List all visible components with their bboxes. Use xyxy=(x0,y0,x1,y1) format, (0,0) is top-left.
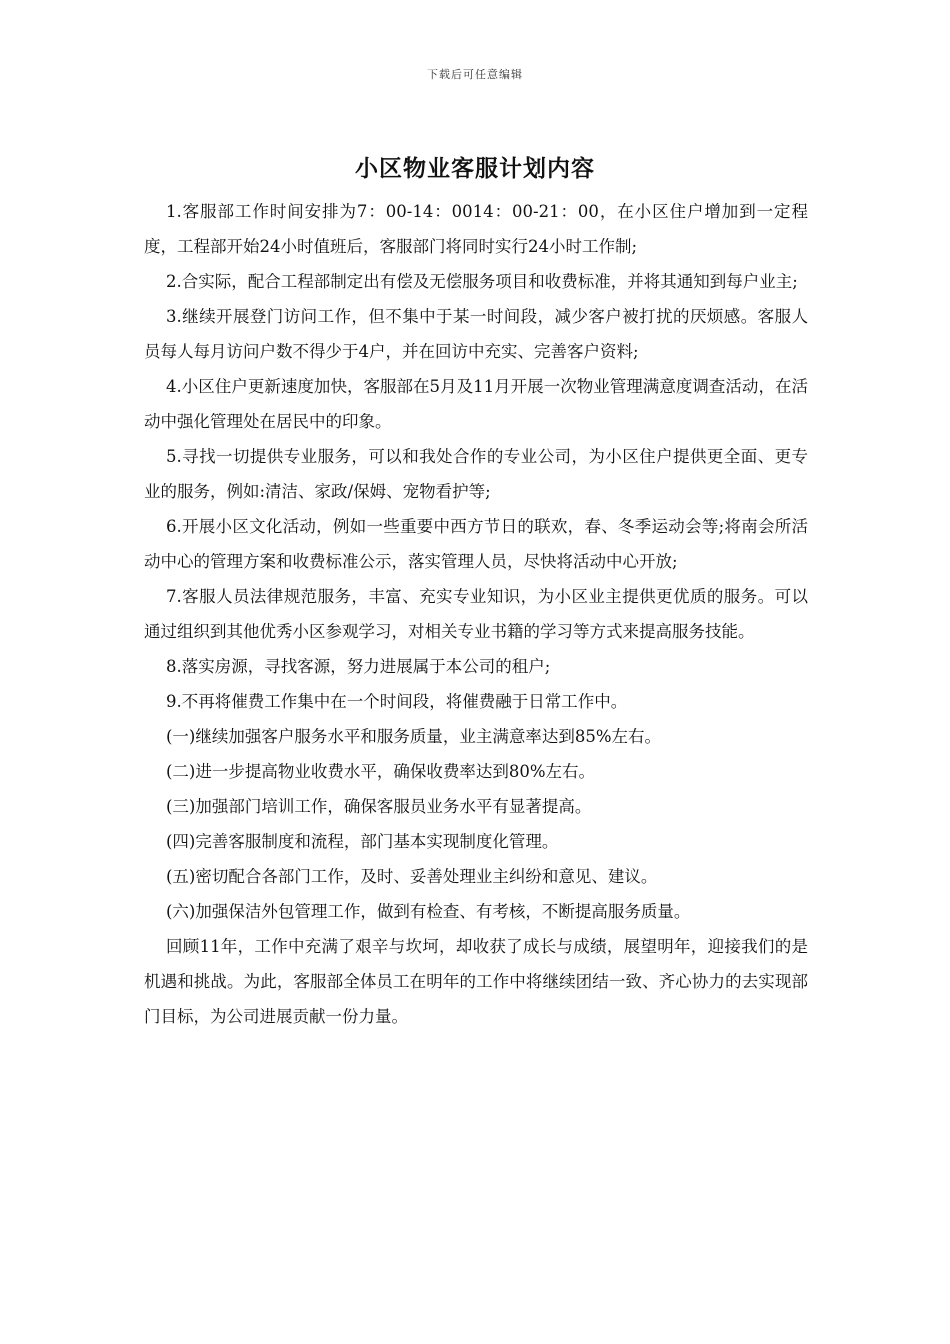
paragraph-8: 8.落实房源，寻找客源，努力进展属于本公司的租户; xyxy=(166,657,551,676)
sub-item-6: (六)加强保洁外包管理工作，做到有检查、有考核，不断提高服务质量。 xyxy=(166,902,691,921)
paragraph-3: 3.继续开展登门访问工作，但不集中于某一时间段，减少客户被打扰的厌烦感。客服人员每人每月访问户数不得少于4户，并在回访中充实、完善客户资料; xyxy=(144,307,808,361)
document-body xyxy=(144,194,808,1034)
sub-item-3: (三)加强部门培训工作，确保客服员业务水平有显著提高。 xyxy=(166,797,592,816)
paragraph-6: 6.开展小区文化活动，例如一些重要中西方节日的联欢，春、冬季运动会等;将南会所活动中心的管理方案和收费标准公示，落实管理人员，尽快将活动中心开放; xyxy=(144,517,808,571)
sub-item-5: (五)密切配合各部门工作，及时、妥善处理业主纠纷和意见、建议。 xyxy=(166,867,658,886)
header-note: 下载后可任意编辑 xyxy=(427,68,523,81)
sub-item-1: (一)继续加强客户服务水平和服务质量，业主满意率达到85%左右。 xyxy=(166,727,662,746)
paragraph-1: 1.客服部工作时间安排为7：00-14：0014：00-21：00，在小区住户增加到一定程度，工程部开始24小时值班后，客服部门将同时实行24小时工作制; xyxy=(144,202,808,256)
paragraph-7: 7.客服人员法律规范服务，丰富、充实专业知识，为小区业主提供更优质的服务。可以通过组织到其他优秀小区参观学习，对相关专业书籍的学习等方式来提高服务技能。 xyxy=(144,587,808,641)
paragraph-2: 2.合实际，配合工程部制定出有偿及无偿服务项目和收费标准，并将其通知到每户业主; xyxy=(166,272,798,291)
sub-item-4: (四)完善客服制度和流程，部门基本实现制度化管理。 xyxy=(166,832,559,851)
paragraph-5: 5.寻找一切提供专业服务，可以和我处合作的专业公司，为小区住户提供更全面、更专业的服务，例如:清洁、家政/保姆、宠物看护等; xyxy=(144,447,808,501)
paragraph-4: 4.小区住户更新速度加快，客服部在5月及11月开展一次物业管理满意度调查活动，在活动中强化管理处在居民中的印象。 xyxy=(144,377,808,431)
sub-item-2: (二)进一步提高物业收费水平，确保收费率达到80%左右。 xyxy=(166,762,596,781)
document-title: 小区物业客服计划内容 xyxy=(355,155,595,182)
paragraph-9: 9.不再将催费工作集中在一个时间段，将催费融于日常工作中。 xyxy=(166,692,628,711)
closing-paragraph: 回顾11年，工作中充满了艰辛与坎坷，却收获了成长与成绩，展望明年，迎接我们的是机遇和挑战。为此，客服部全体员工在明年的工作中将继续团结一致、齐心协力的去实现部门目标，为公司进展贡献一份力量。 xyxy=(144,937,808,1026)
